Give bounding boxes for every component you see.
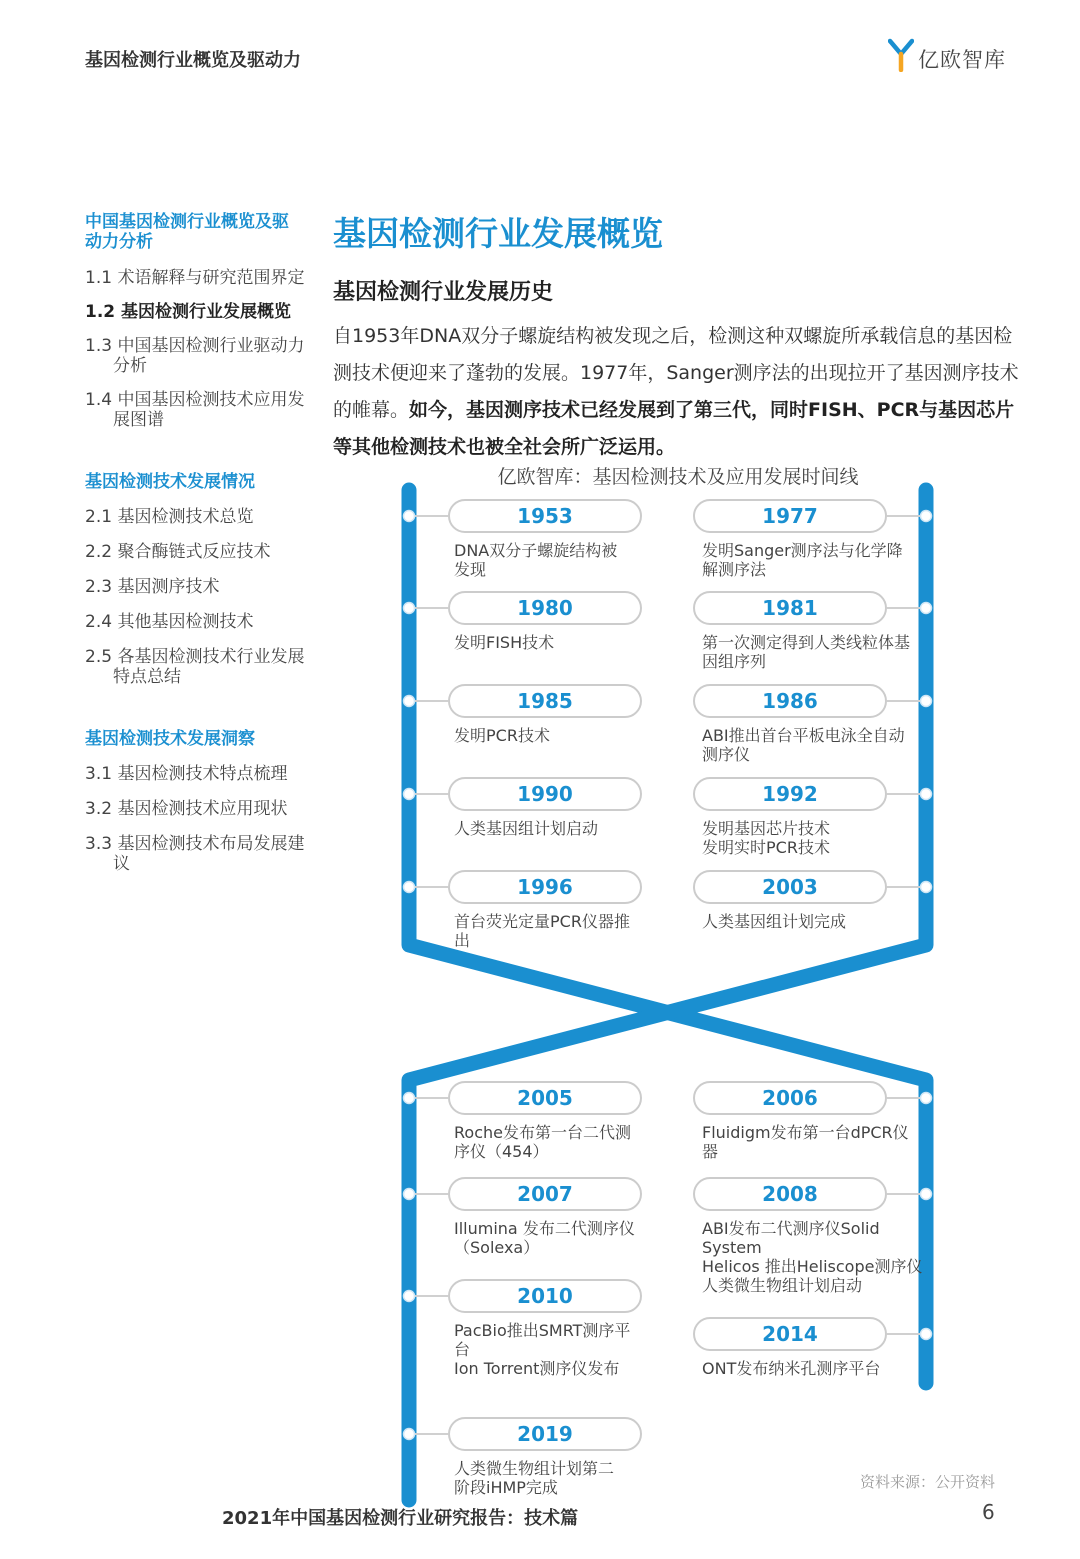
timeline-node [921, 603, 932, 614]
page-title: 基因检测行业发展概览 [333, 214, 663, 253]
toc-item-2-4[interactable]: 2.4 其他基因检测技术 [85, 612, 254, 632]
intro-paragraph-bold: 如今，基因测序技术已经发展到了第三代，同时FISH、PCR与基因芯片等其他检测技术也被全社会所广泛运用。 [333, 399, 1015, 458]
section-subtitle: 基因检测行业发展历史 [333, 280, 554, 305]
event-description-line: Roche发布第一台二代测 [454, 1123, 631, 1142]
timeline-node [404, 603, 415, 614]
toc-item-1-3[interactable]: 1.3 中国基因检测行业驱动力分析 [85, 336, 305, 376]
event-description-line: 首台荧光定量PCR仪器推 [454, 912, 630, 931]
timeline-node [404, 696, 415, 707]
event-description-1992 [702, 819, 830, 857]
toc-item-2-2[interactable]: 2.2 聚合酶链式反应技术 [85, 542, 271, 562]
year-pill-1986: 1986 [693, 684, 887, 718]
event-description-1996 [454, 912, 630, 950]
event-description-line: ABI推出首台平板电泳全自动 [702, 726, 905, 745]
year-pill-2014: 2014 [693, 1317, 887, 1351]
event-description-2014 [702, 1359, 880, 1378]
timeline-node [404, 882, 415, 893]
event-description-line: 人类基因组计划完成 [702, 912, 847, 931]
timeline-node [404, 1291, 415, 1302]
timeline-node [921, 511, 932, 522]
timeline-node [404, 511, 415, 522]
event-description-line: 解测序法 [702, 560, 767, 579]
event-description-line: Ion Torrent测序仪发布 [454, 1359, 620, 1378]
toc-item-3-1[interactable]: 3.1 基因检测技术特点梳理 [85, 764, 288, 784]
toc-item-3-2[interactable]: 3.2 基因检测技术应用现状 [85, 799, 288, 819]
event-description-line: 发明基因芯片技术 [702, 819, 831, 838]
event-description-line: 发明实时PCR技术 [702, 838, 830, 857]
year-pill-1992: 1992 [693, 777, 887, 811]
toc-item-2-1[interactable]: 2.1 基因检测技术总览 [85, 507, 254, 527]
header-title: 基因检测行业概览及驱动力 [85, 50, 301, 71]
brand-name: 亿欧智库 [918, 48, 1006, 72]
year-pill-2006: 2006 [693, 1081, 887, 1115]
timeline-node [921, 1093, 932, 1104]
event-description-line: DNA双分子螺旋结构被 [454, 541, 618, 560]
year-pill-2007: 2007 [448, 1177, 642, 1211]
event-description-1990 [454, 819, 598, 838]
event-description-line: 发现 [454, 560, 487, 579]
timeline-node [921, 882, 932, 893]
event-description-line: Fluidigm发布第一台dPCR仪 [702, 1123, 909, 1142]
toc-item-1-4[interactable]: 1.4 中国基因检测技术应用发展图谱 [85, 390, 305, 430]
event-description-line: 人类微生物组计划启动 [702, 1276, 863, 1295]
toc-item-3-3[interactable]: 3.3 基因检测技术布局发展建议 [85, 834, 305, 874]
event-description-line: 第一次测定得到人类线粒体基 [702, 633, 911, 652]
event-description-2010 [454, 1321, 630, 1378]
year-pill-1990: 1990 [448, 777, 642, 811]
timeline-node [921, 1189, 932, 1200]
toc-item-2-3[interactable]: 2.3 基因测序技术 [85, 577, 220, 597]
event-description-1986 [702, 726, 905, 764]
event-description-line: 器 [702, 1142, 719, 1161]
timeline-node [404, 1189, 415, 1200]
year-pill-2003: 2003 [693, 870, 887, 904]
timeline-node [921, 696, 932, 707]
toc-section-3[interactable]: 基因检测技术发展洞察 [85, 729, 255, 749]
year-pill-1953: 1953 [448, 499, 642, 533]
event-description-line: 因组序列 [702, 652, 767, 671]
timeline-node [921, 1329, 932, 1340]
source-note: 资料来源：公开资料 [860, 1473, 996, 1491]
event-description-line: 阶段iHMP完成 [454, 1478, 558, 1497]
year-pill-2019: 2019 [448, 1417, 642, 1451]
intro-paragraph-normal: 自1953年DNA双分子螺旋结构被发现之后，检测这种双螺旋所承载信息的基因检测技术便迎来了蓬勃的发展。1977年，Sanger测序法的出现拉开了基因测序技术的帷幕。 [333, 325, 1019, 421]
event-description-line: Helicos 推出Heliscope测序仪 [702, 1257, 923, 1276]
year-pill-1980: 1980 [448, 591, 642, 625]
event-description-2003 [702, 912, 846, 931]
event-description-line: Illumina 发布二代测序仪 [454, 1219, 635, 1238]
toc-item-2-5[interactable]: 2.5 各基因检测技术行业发展特点总结 [85, 647, 305, 687]
event-description-line: 发明PCR技术 [454, 726, 550, 745]
timeline-node [404, 789, 415, 800]
toc-item-1-1[interactable]: 1.1 术语解释与研究范围界定 [85, 268, 305, 288]
event-description-line: （Solexa） [454, 1238, 540, 1257]
event-description-line: 发明FISH技术 [454, 633, 555, 652]
event-description-2019 [454, 1459, 614, 1497]
year-pill-1977: 1977 [693, 499, 887, 533]
event-description-line: PacBio推出SMRT测序平 [454, 1321, 631, 1340]
footer-report-title: 2021年中国基因检测行业研究报告：技术篇 [222, 1508, 579, 1529]
timeline-node [404, 1429, 415, 1440]
toc-section-2[interactable]: 基因检测技术发展情况 [85, 472, 255, 492]
event-description-line: ONT发布纳米孔测序平台 [702, 1359, 881, 1378]
event-description-2008 [702, 1219, 922, 1295]
timeline-node [404, 1093, 415, 1104]
event-description-1985 [454, 726, 550, 745]
event-description-1981 [702, 633, 910, 671]
year-pill-1996: 1996 [448, 870, 642, 904]
event-description-1953 [454, 541, 617, 579]
year-pill-2005: 2005 [448, 1081, 642, 1115]
event-description-line: System [702, 1238, 762, 1257]
event-description-2006 [702, 1123, 909, 1161]
event-description-line: 台 [454, 1340, 471, 1359]
year-pill-2010: 2010 [448, 1279, 642, 1313]
toc-item-1-2[interactable]: 1.2 基因检测行业发展概览 [85, 302, 292, 322]
year-pill-1985: 1985 [448, 684, 642, 718]
event-description-1977 [702, 541, 903, 579]
event-description-2007 [454, 1219, 635, 1257]
year-pill-2008: 2008 [693, 1177, 887, 1211]
event-description-2005 [454, 1123, 631, 1161]
timeline-node [921, 789, 932, 800]
event-description-1980 [454, 633, 554, 652]
event-description-line: 序仪（454） [454, 1142, 549, 1161]
timeline-title: 亿欧智库：基因检测技术及应用发展时间线 [497, 466, 859, 488]
event-description-line: 发明Sanger测序法与化学降 [702, 541, 903, 560]
event-description-line: ABI发布二代测序仪Solid [702, 1219, 880, 1238]
page-number: 6 [982, 1500, 995, 1524]
toc-section-1[interactable]: 中国基因检测行业概览及驱动力分析 [85, 212, 289, 252]
event-description-line: 测序仪 [702, 745, 751, 764]
event-description-line: 人类微生物组计划第二 [454, 1459, 615, 1478]
event-description-line: 人类基因组计划启动 [454, 819, 599, 838]
event-description-line: 出 [454, 931, 471, 950]
year-pill-1981: 1981 [693, 591, 887, 625]
